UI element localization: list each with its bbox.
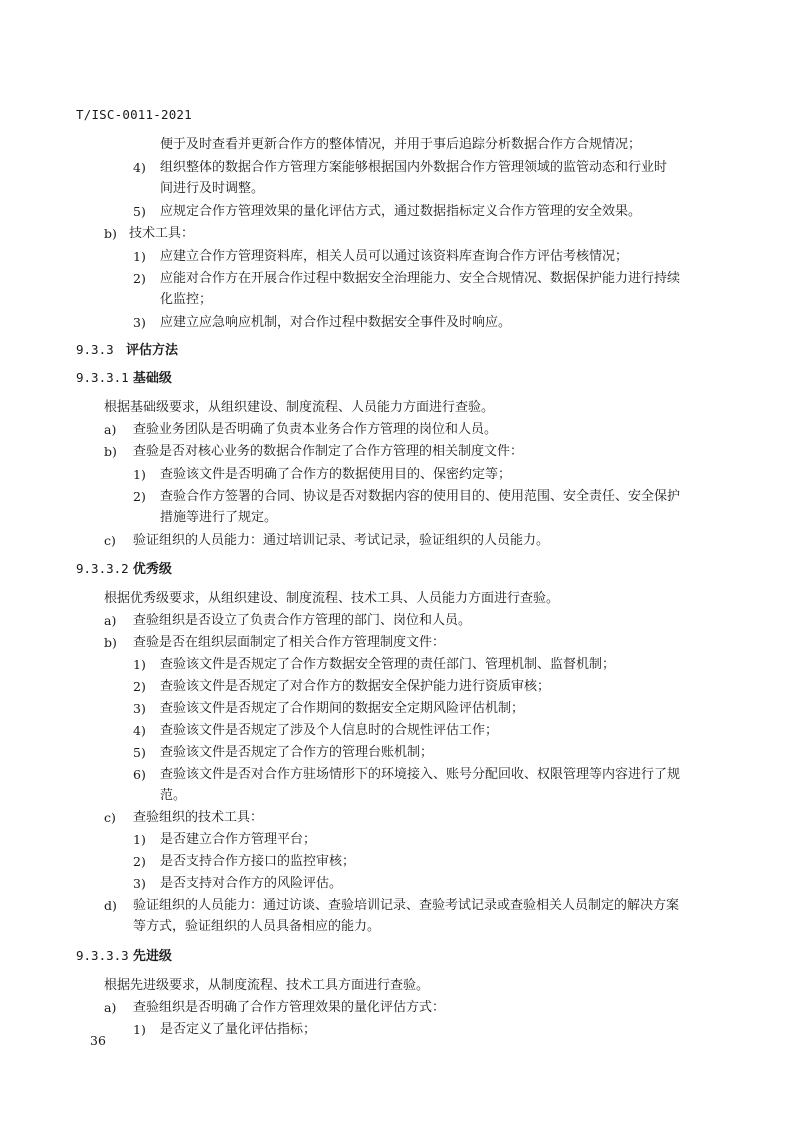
list-marker: b)	[104, 444, 117, 459]
list-item: 是否支持对合作方的风险评估。	[160, 876, 343, 891]
list-marker: 1)	[133, 467, 146, 482]
list-item: 组织整体的数据合作方管理方案能够根据国内外数据合作方管理领域的监管动态和行业时	[160, 160, 668, 175]
list-item: 是否建立合作方管理平台；	[160, 832, 317, 847]
section-number: 9.3.3	[76, 342, 114, 357]
list-item: 查验组织的技术工具：	[133, 810, 264, 825]
list-item: 查验该文件是否规定了涉及个人信息时的合规性评估工作；	[160, 723, 499, 738]
list-marker: 1)	[133, 657, 146, 672]
list-marker: 3)	[133, 701, 146, 716]
section-heading-9-3-3-2	[76, 559, 172, 580]
list-item: 技术工具：	[129, 226, 195, 241]
list-marker: c)	[104, 810, 116, 825]
list-item: 验证组织的人员能力：通过培训记录、考试记录，验证组织的人员能力。	[133, 533, 550, 548]
section-title: 基础级	[132, 371, 172, 386]
list-marker: 2)	[133, 854, 146, 869]
list-marker: 6)	[133, 767, 146, 782]
list-item: 应建立应急响应机制，对合作过程中数据安全事件及时响应。	[160, 315, 512, 330]
list-marker: a)	[104, 1000, 117, 1015]
list-marker: 4)	[133, 160, 146, 175]
list-marker: 2)	[133, 489, 146, 504]
list-item-continuation: 等方式，验证组织的人员具备相应的能力。	[133, 919, 381, 934]
list-marker: 3)	[133, 876, 146, 891]
section-title: 优秀级	[132, 562, 172, 577]
list-marker: a)	[104, 613, 117, 628]
list-marker: 5)	[133, 745, 146, 760]
list-marker: b)	[104, 226, 117, 241]
list-item: 应能对合作方在开展合作过程中数据安全治理能力、安全合规情况、数据保护能力进行持续	[160, 271, 681, 286]
list-marker: a)	[104, 422, 117, 437]
section-heading-9-3-3-1	[76, 368, 172, 389]
list-item: 是否支持合作方接口的监控审核；	[160, 854, 356, 869]
list-marker: d)	[104, 898, 117, 913]
list-marker: 2)	[133, 679, 146, 694]
list-marker: b)	[104, 635, 117, 650]
section-number: 9.3.3.2	[76, 561, 129, 576]
section-intro: 根据优秀级要求，从组织建设、制度流程、技术工具、人员能力方面进行查验。	[104, 591, 560, 606]
section-title: 先进级	[132, 949, 172, 964]
list-marker: 1)	[133, 249, 146, 264]
list-marker: 2)	[133, 271, 146, 286]
list-item: 是否定义了量化评估指标；	[160, 1022, 317, 1037]
section-number: 9.3.3.3	[76, 948, 129, 963]
list-marker: 5)	[133, 204, 146, 219]
list-item: 查验组织是否明确了合作方管理效果的量化评估方式：	[133, 1000, 446, 1015]
section-number: 9.3.3.1	[76, 370, 129, 385]
list-marker: c)	[104, 533, 116, 548]
section-intro: 根据先进级要求，从制度流程、技术工具方面进行查验。	[104, 978, 430, 993]
document-code: T/ISC-0011-2021	[76, 107, 192, 122]
list-item: 查验该文件是否规定了对合作方的数据安全保护能力进行资质审核；	[160, 679, 551, 694]
list-marker: 1)	[133, 1022, 146, 1037]
section-intro: 根据基础级要求，从组织建设、制度流程、人员能力方面进行查验。	[104, 400, 495, 415]
list-marker: 1)	[133, 832, 146, 847]
list-item: 验证组织的人员能力：通过访谈、查验培训记录、查验考试记录或查验相关人员制定的解决方案	[133, 898, 680, 913]
list-item-continuation: 间进行及时调整。	[160, 181, 265, 196]
section-heading-9-3-3	[76, 340, 178, 361]
list-item-continuation: 化监控；	[160, 292, 213, 307]
list-marker: 4)	[133, 723, 146, 738]
list-item: 查验该文件是否对合作方驻场情形下的环境接入、账号分配回收、权限管理等内容进行了规	[160, 767, 681, 782]
list-item: 查验该文件是否规定了合作期间的数据安全定期风险评估机制；	[160, 701, 525, 716]
list-item-continuation: 范。	[160, 788, 187, 803]
list-item: 查验是否在组织层面制定了相关合作方管理制度文件：	[133, 635, 446, 650]
list-item: 查验组织是否设立了负责合作方管理的部门、岗位和人员。	[133, 613, 472, 628]
section-heading-9-3-3-3	[76, 946, 172, 967]
list-item: 查验业务团队是否明确了负责本业务合作方管理的岗位和人员。	[133, 422, 498, 437]
continuation-line: 便于及时查看并更新合作方的整体情况，并用于事后追踪分析数据合作方合规情况；	[160, 137, 642, 152]
list-item: 查验该文件是否规定了合作方的管理台账机制；	[160, 745, 434, 760]
list-item-continuation: 措施等进行了规定。	[160, 510, 278, 525]
section-title: 评估方法	[126, 343, 179, 358]
list-marker: 3)	[133, 315, 146, 330]
list-item: 查验是否对核心业务的数据合作制定了合作方管理的相关制度文件：	[133, 444, 524, 459]
list-item: 查验该文件是否规定了合作方数据安全管理的责任部门、管理机制、监督机制；	[160, 657, 616, 672]
page-number: 36	[90, 1033, 106, 1048]
list-item: 应建立合作方管理资料库，相关人员可以通过该资料库查询合作方评估考核情况；	[160, 249, 629, 264]
list-item: 查验合作方签署的合同、协议是否对数据内容的使用目的、使用范围、安全责任、安全保护	[160, 489, 681, 504]
list-item: 应规定合作方管理效果的量化评估方式，通过数据指标定义合作方管理的安全效果。	[160, 204, 642, 219]
list-item: 查验该文件是否明确了合作方的数据使用目的、保密约定等；	[160, 467, 512, 482]
